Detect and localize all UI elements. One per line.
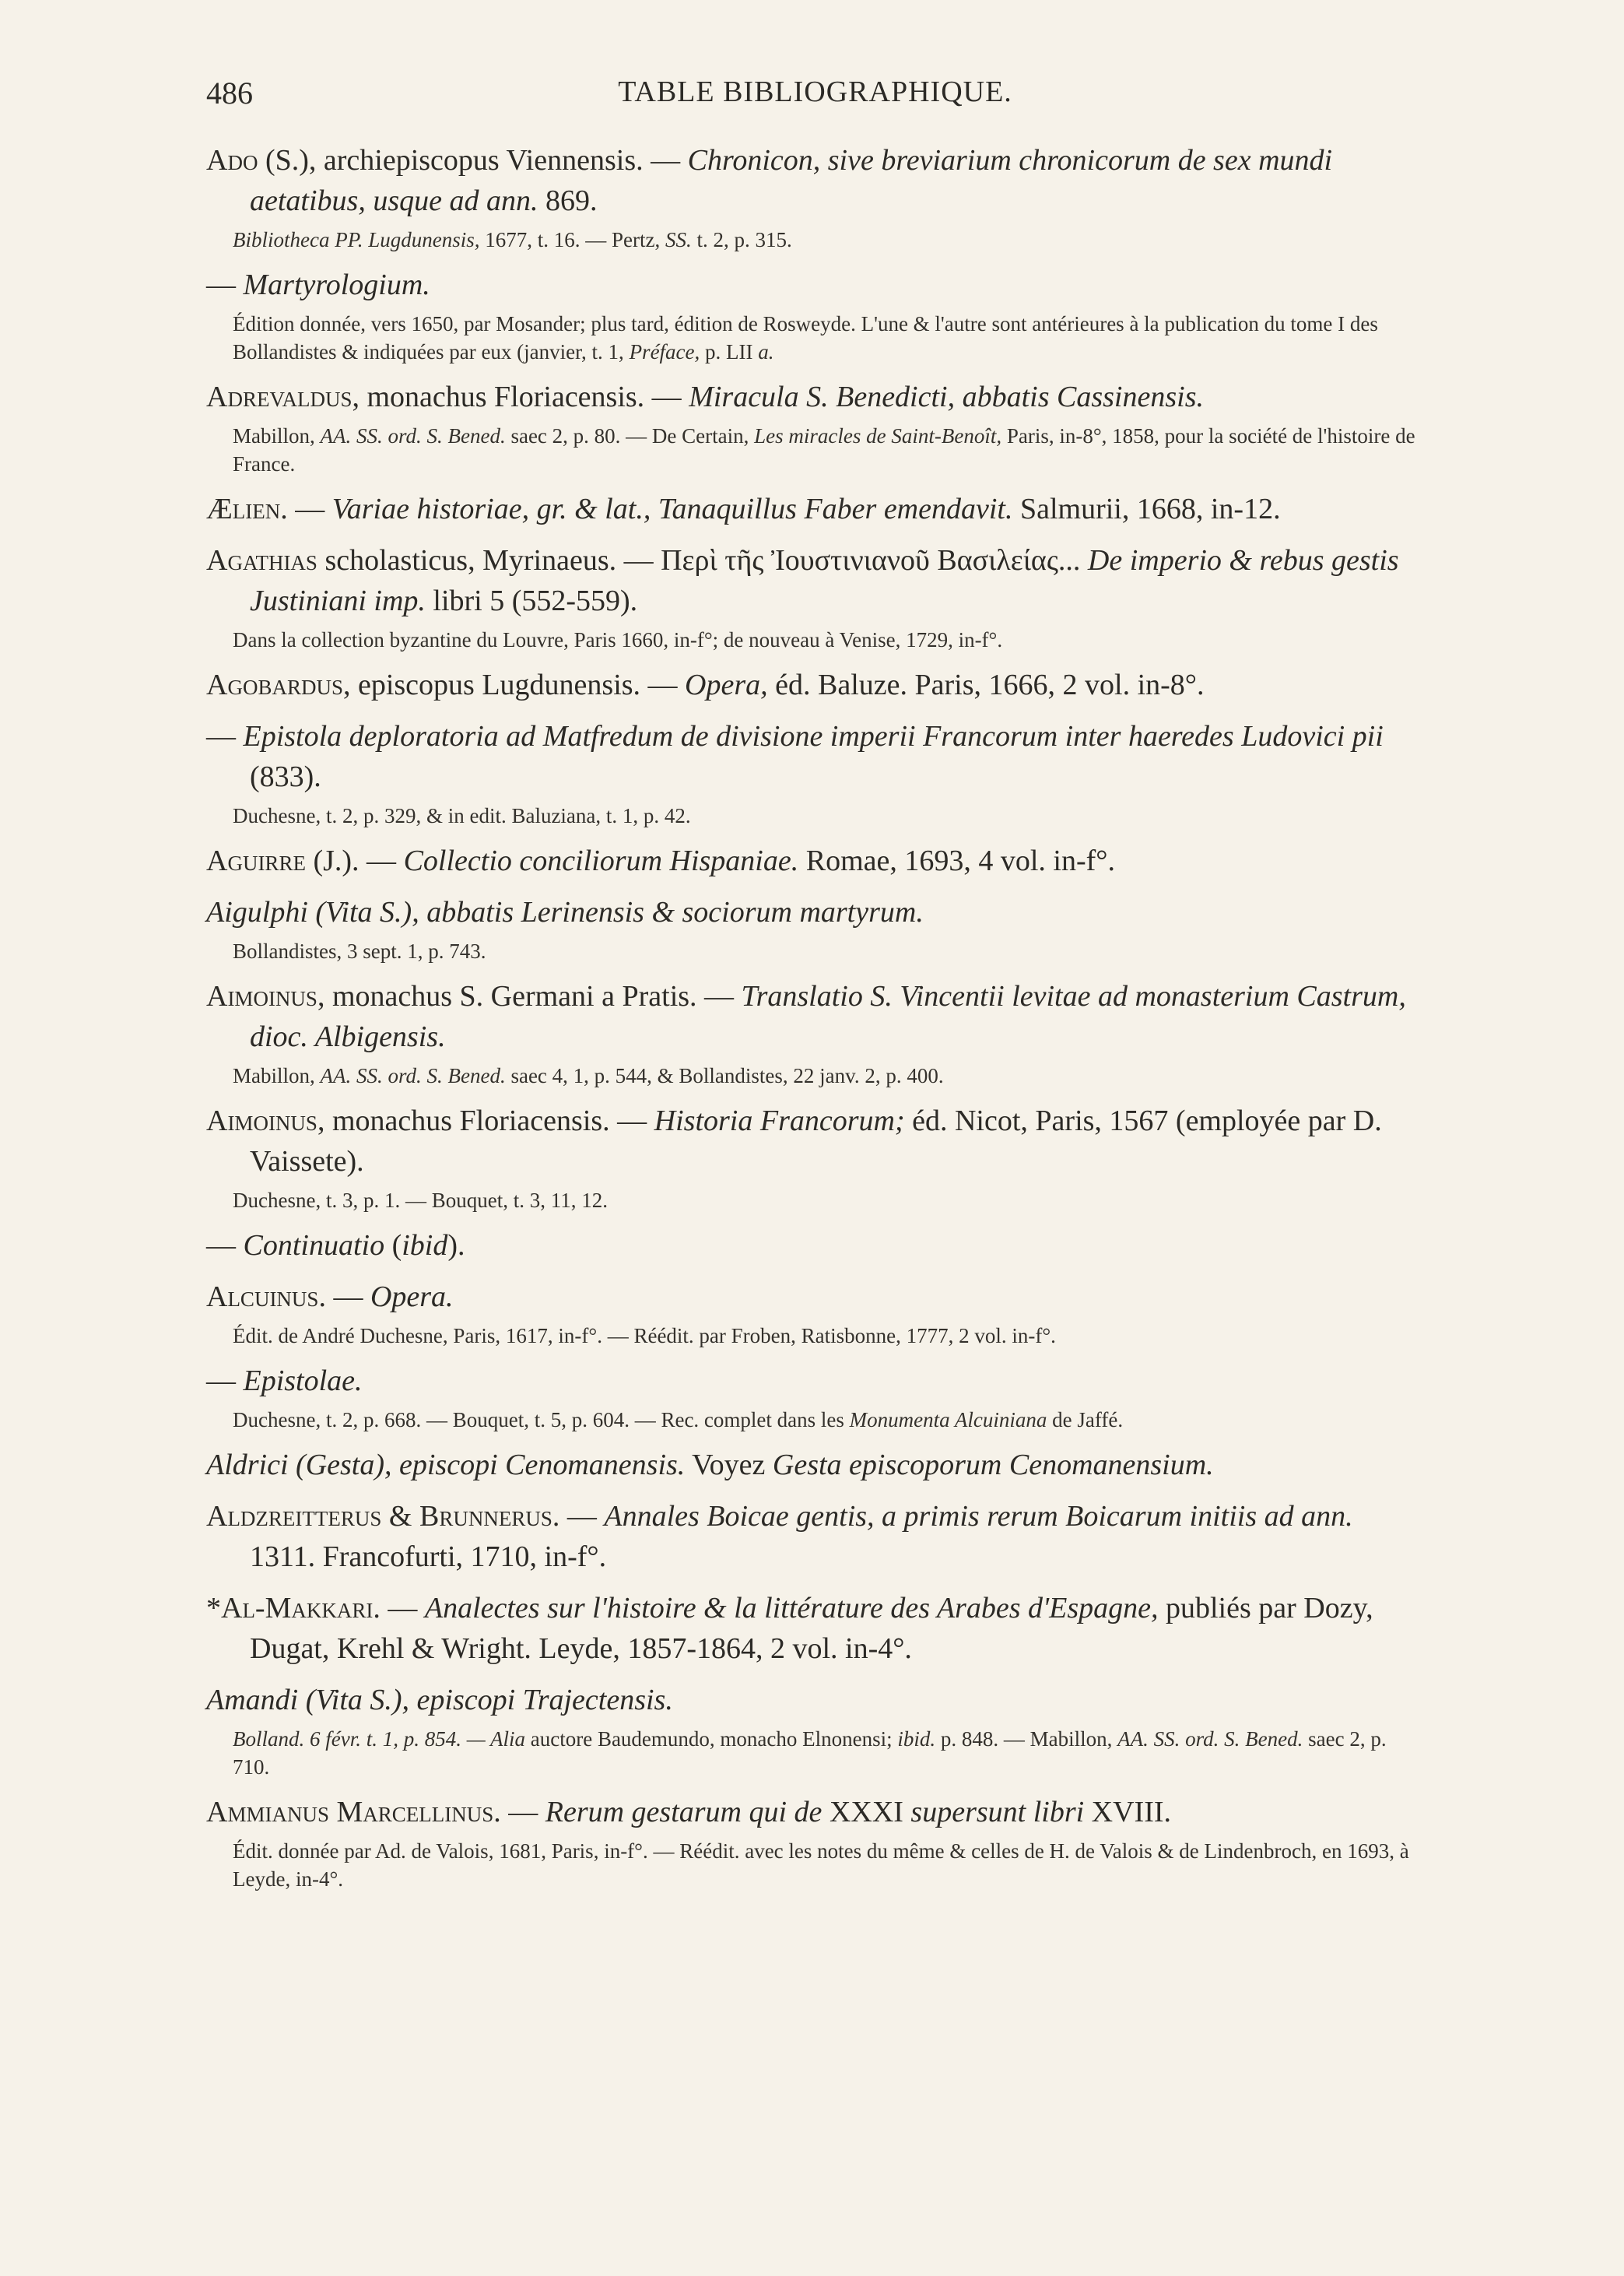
text-segment: 869. xyxy=(538,184,598,217)
italic-text: Bolland. 6 févr. t. 1, p. 854. — Alia xyxy=(233,1727,525,1751)
text-segment: . — xyxy=(552,1500,605,1533)
text-segment: 1677, t. 16. — Pertz, xyxy=(479,228,665,251)
text-segment: (J.). — xyxy=(305,845,404,877)
author-name: Ælien xyxy=(206,493,281,525)
italic-text: Monumenta Alcuiniana xyxy=(849,1408,1047,1431)
italic-text: Analectes sur l'histoire & la littérature des Arabes d'Espagne, xyxy=(424,1592,1159,1624)
entry-heading xyxy=(206,665,1424,705)
italic-text: supersunt libri xyxy=(910,1796,1085,1828)
text-segment: ( xyxy=(384,1229,402,1262)
text-segment: saec 2, p. 80. — De Certain, xyxy=(505,424,755,448)
entry-note xyxy=(206,802,1424,830)
italic-text: Historia Francorum; xyxy=(654,1105,905,1137)
text-segment: saec 2, p. 710. xyxy=(233,1727,1387,1779)
text-segment: Édition donnée, vers 1650, par Mosander; plus tard, édition de Rosweyde. L'une & l'autre sont antérieures à la publication du tome I des Bollandistes & indiquées par eux (janvier, t. 1, xyxy=(233,312,1378,364)
text-segment: de Jaffé. xyxy=(1047,1408,1124,1431)
bibliography-entry xyxy=(206,1225,1424,1266)
text-segment: Voyez xyxy=(685,1449,773,1481)
italic-text: Epistola deploratoria ad Matfredum de divisione imperii Francorum inter haeredes Ludovici pii xyxy=(243,720,1384,753)
italic-text: a. xyxy=(758,340,774,364)
author-name: Aguirre xyxy=(206,845,306,877)
bibliography-entries xyxy=(206,140,1424,1904)
entry-heading xyxy=(206,1361,1424,1401)
entry-note xyxy=(206,310,1424,366)
bibliography-entry xyxy=(206,892,1424,965)
bibliography-entry xyxy=(206,976,1424,1090)
italic-text: AA. SS. ord. S. Bened. xyxy=(320,424,506,448)
text-segment: Duchesne, t. 2, p. 329, & in edit. Baluziana, t. 1, p. 42. xyxy=(233,804,691,827)
text-segment: Duchesne, t. 2, p. 668. — Bouquet, t. 5, p. 604. — Rec. complet dans les xyxy=(233,1408,850,1431)
author-name: Aimoinus xyxy=(206,1105,317,1137)
text-segment: Édit. donnée par Ad. de Valois, 1681, Paris, in-f°. — Réédit. avec les notes du même & celles de H. de Valois & de Lindenbroch, en 1693, à Leyde, in-4°. xyxy=(233,1839,1409,1891)
text-segment: Bollandistes, 3 sept. 1, p. 743. xyxy=(233,940,486,963)
text-segment: Mabillon, xyxy=(233,1064,321,1087)
italic-text: SS. xyxy=(665,228,692,251)
text-segment: . — xyxy=(280,493,332,525)
author-name: Agathias xyxy=(206,544,317,577)
entry-heading xyxy=(206,377,1424,417)
running-title: TABLE BIBLIOGRAPHIQUE. xyxy=(618,76,1012,108)
italic-text: Miracula S. Benedicti, abbatis Cassinensis. xyxy=(689,381,1204,413)
text-segment: , monachus S. Germani a Pratis. — xyxy=(317,980,742,1013)
text-segment: scholasticus, Myrinaeus. — Περὶ τῆς Ἰουστινιανοῦ Βασιλείας... xyxy=(317,544,1088,577)
entry-heading xyxy=(206,265,1424,305)
bibliography-entry xyxy=(206,665,1424,705)
italic-text: Opera, xyxy=(685,669,768,701)
entry-heading xyxy=(206,1588,1424,1669)
italic-text: Continuatio xyxy=(243,1229,385,1262)
entry-heading xyxy=(206,1101,1424,1182)
text-segment: . — xyxy=(373,1592,425,1624)
italic-text: Préface, xyxy=(629,340,700,364)
author-name: Alcuinus xyxy=(206,1280,319,1313)
italic-text: Rerum gestarum qui de xyxy=(545,1796,823,1828)
bibliography-entry xyxy=(206,140,1424,254)
page-number: 486 xyxy=(206,76,253,111)
entry-note xyxy=(206,1186,1424,1214)
entry-note xyxy=(206,1322,1424,1350)
text-segment: , episcopus Lugdunensis. — xyxy=(342,669,686,701)
author-name: Ammianus Marcellinus xyxy=(206,1796,494,1828)
entry-heading xyxy=(206,1496,1424,1577)
italic-text: Chronicon, sive breviarium chronicorum de sex mundi aetatibus, usque ad ann. xyxy=(250,144,1333,217)
italic-text: Bibliotheca PP. Lugdunensis, xyxy=(233,228,480,251)
italic-text: Annales Boicae gentis, a primis rerum Boicarum initiis ad ann. xyxy=(604,1500,1353,1533)
italic-text: Aigulphi (Vita S.), abbatis Lerinensis & sociorum martyrum. xyxy=(206,896,924,929)
italic-text: Gesta episcoporum Cenomanensium. xyxy=(772,1449,1214,1481)
text-segment: p. 848. — Mabillon, xyxy=(935,1727,1118,1751)
entry-note xyxy=(206,1837,1424,1893)
text-segment: * xyxy=(206,1592,221,1624)
text-segment: t. 2, p. 315. xyxy=(691,228,792,251)
text-segment: auctore Baudemundo, monacho Elnonensi; xyxy=(525,1727,898,1751)
bibliography-entry xyxy=(206,1792,1424,1893)
italic-text: AA. SS. ord. S. Bened. xyxy=(320,1064,506,1087)
bibliography-entry xyxy=(206,1101,1424,1214)
text-segment: saec 4, 1, p. 544, & Bollandistes, 22 janv. 2, p. 400. xyxy=(505,1064,944,1087)
text-segment: Salmurii, 1668, in-12. xyxy=(1012,493,1281,525)
italic-text: Epistolae. xyxy=(243,1365,363,1397)
page-header xyxy=(206,75,1424,121)
text-segment: Dans la collection byzantine du Louvre, Paris 1660, in-f°; de nouveau à Venise, 1729, in-f°. xyxy=(233,628,1003,652)
italic-text: Collectio conciliorum Hispaniae. xyxy=(403,845,799,877)
entry-note xyxy=(206,1406,1424,1434)
italic-text: Martyrologium. xyxy=(243,269,430,301)
text-segment: éd. Nicot, Paris, 1567 (employée par D. Vaissete). xyxy=(250,1105,1382,1178)
italic-text: ibid xyxy=(402,1229,448,1262)
entry-note xyxy=(206,1725,1424,1781)
bibliography-entry xyxy=(206,377,1424,478)
text-segment: (833). xyxy=(250,760,321,793)
text-segment: éd. Baluze. Paris, 1666, 2 vol. in-8°. xyxy=(767,669,1205,701)
entry-heading xyxy=(206,489,1424,529)
bibliography-entry xyxy=(206,1361,1424,1434)
text-segment: Romae, 1693, 4 vol. in-f°. xyxy=(798,845,1115,877)
author-name: Brunnerus xyxy=(419,1500,552,1533)
text-segment: libri 5 (552-559). xyxy=(425,585,638,617)
bibliography-entry xyxy=(206,1588,1424,1669)
text-segment: — xyxy=(206,269,244,301)
italic-text: ibid. xyxy=(897,1727,936,1751)
author-name: Ado xyxy=(206,144,258,177)
text-segment: , monachus Floriacensis. — xyxy=(317,1105,654,1137)
entry-heading xyxy=(206,1277,1424,1317)
entry-heading xyxy=(206,1225,1424,1266)
text-segment: 1311. Francofurti, 1710, in-f°. xyxy=(250,1540,607,1573)
italic-text: Variae historiae, gr. & lat., Tanaquillus Faber emendavit. xyxy=(331,493,1013,525)
text-segment: publiés par Dozy, Dugat, Krehl & Wright. Leyde, 1857-1864, 2 vol. in-4°. xyxy=(250,1592,1373,1665)
bibliography-entry xyxy=(206,1445,1424,1485)
entry-heading xyxy=(206,976,1424,1057)
author-name: Adrevaldus xyxy=(206,381,353,413)
entry-heading xyxy=(206,1792,1424,1832)
text-segment: Duchesne, t. 3, p. 1. — Bouquet, t. 3, 11, 12. xyxy=(233,1189,608,1212)
text-segment: — xyxy=(206,1365,244,1397)
text-segment: p. LII xyxy=(700,340,759,364)
entry-note xyxy=(206,626,1424,654)
italic-text: Amandi (Vita S.), episcopi Trajectensis. xyxy=(206,1684,673,1716)
author-name: Aldzreitterus xyxy=(206,1500,382,1533)
bibliography-entry xyxy=(206,265,1424,366)
entry-note xyxy=(206,937,1424,965)
text-segment: Édit. de André Duchesne, Paris, 1617, in-f°. — Réédit. par Froben, Ratisbonne, 1777, 2 vol. in-f°. xyxy=(233,1324,1056,1347)
bibliography-entry xyxy=(206,716,1424,830)
text-segment: XXXI xyxy=(822,1796,911,1828)
text-segment: Paris, in-8°, 1858, pour la société de l'histoire de France. xyxy=(233,424,1415,476)
bibliography-entry xyxy=(206,489,1424,529)
author-name: Agobardus xyxy=(206,669,343,701)
text-segment: , monachus Floriacensis. — xyxy=(352,381,689,413)
entry-heading xyxy=(206,841,1424,881)
entry-heading xyxy=(206,716,1424,797)
text-segment: XVIII. xyxy=(1084,1796,1172,1828)
entry-heading xyxy=(206,1445,1424,1485)
bibliography-entry xyxy=(206,1496,1424,1577)
entry-note xyxy=(206,422,1424,478)
text-segment: — xyxy=(206,1229,244,1262)
italic-text: Translatio S. Vincentii levitae ad monasterium Castrum, dioc. Albigensis. xyxy=(250,980,1406,1053)
italic-text: Opera. xyxy=(370,1280,454,1313)
entry-heading xyxy=(206,540,1424,621)
bibliography-entry xyxy=(206,1680,1424,1781)
text-segment: ). xyxy=(447,1229,465,1262)
entry-note xyxy=(206,1062,1424,1090)
entry-heading xyxy=(206,140,1424,221)
text-segment: — xyxy=(206,720,244,753)
italic-text: Les miracles de Saint-Benoît, xyxy=(754,424,1002,448)
text-segment: . — xyxy=(318,1280,370,1313)
italic-text: AA. SS. ord. S. Bened. xyxy=(1117,1727,1303,1751)
text-segment: & xyxy=(381,1500,419,1533)
italic-text: De imperio & rebus gestis Justiniani imp. xyxy=(250,544,1399,617)
entry-heading xyxy=(206,892,1424,933)
bibliography-entry xyxy=(206,540,1424,654)
italic-text: Aldrici (Gesta), episcopi Cenomanensis. xyxy=(206,1449,686,1481)
bibliography-entry xyxy=(206,841,1424,881)
text-segment: Mabillon, xyxy=(233,424,321,448)
entry-note xyxy=(206,226,1424,254)
author-name: Aimoinus xyxy=(206,980,317,1013)
bibliography-entry xyxy=(206,1277,1424,1350)
entry-heading xyxy=(206,1680,1424,1720)
text-segment: . — xyxy=(493,1796,545,1828)
text-segment: (S.), archiepiscopus Viennensis. — xyxy=(258,144,688,177)
author-name: Al-Makkari xyxy=(221,1592,374,1624)
